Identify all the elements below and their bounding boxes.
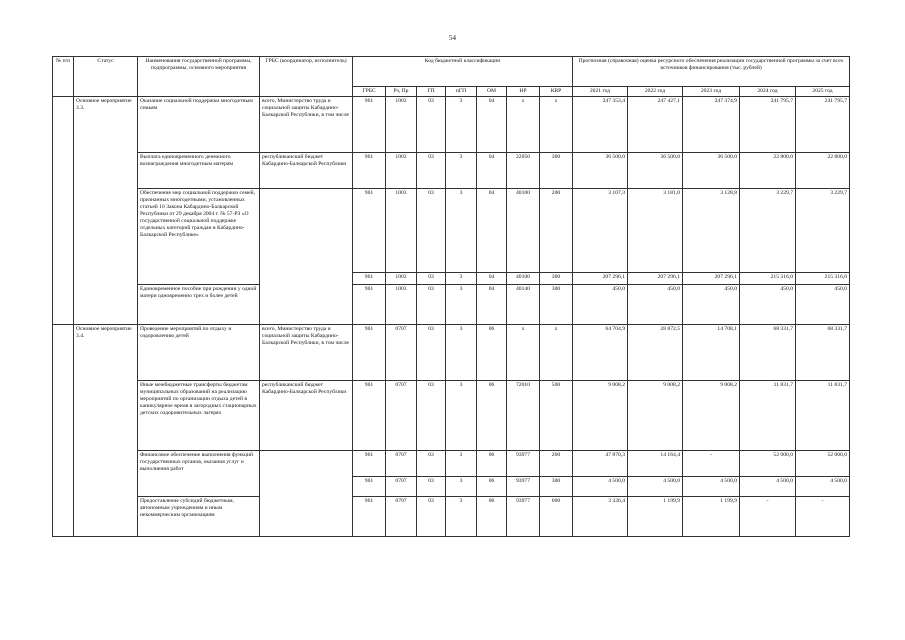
cell-grbs-code: 961 (353, 152, 386, 188)
cell-nr: 40100 (507, 188, 540, 272)
table-row (53, 324, 850, 380)
table-row (53, 450, 850, 476)
cell-2025: 3 229,7 (796, 188, 850, 272)
cell-gp: 03 (417, 188, 446, 272)
cell-kvr: 300 (540, 272, 573, 284)
cell-2021: 64 704,9 (573, 324, 628, 380)
page-number: 54 (449, 34, 456, 42)
cell-2022: 1 199,9 (628, 496, 683, 536)
row-number (53, 324, 74, 536)
row-name: Обеспечение мер социальной поддержки семей, признанных многодетными, установленных статьей 10 Закона Кабардино-Балкарской Республики от 29 декабря 2004 г. № 57-РЗ «О государственной социальной поддержке отдельных категорий граждан в Кабардино-Балкарской Республике» (138, 188, 260, 284)
row-status: Основное мероприятие 3.4. (74, 324, 138, 536)
cell-2024: 450,0 (740, 284, 796, 324)
cell-rz-pr: 0707 (386, 324, 417, 380)
cell-grbs-code: 961 (353, 96, 386, 152)
cell-om: 04 (477, 188, 507, 272)
header-grbs: ГРБС (координатор, исполнитель) (260, 57, 353, 97)
cell-2024: 241 795,7 (740, 96, 796, 152)
cell-2025: - (796, 496, 850, 536)
cell-nr: 93977 (507, 496, 540, 536)
header-sub: 2025 год (796, 87, 850, 97)
header-sub: Рз, Пр (386, 87, 417, 97)
cell-2021: 247 353,4 (573, 96, 628, 152)
header-sub: НР (507, 87, 540, 97)
table-row (53, 380, 850, 450)
cell-gp: 03 (417, 496, 446, 536)
cell-gp: 03 (417, 450, 446, 476)
table-row (53, 188, 850, 272)
cell-2025: 68 331,7 (796, 324, 850, 380)
cell-kvr: 300 (540, 476, 573, 496)
cell-nr: 22050 (507, 152, 540, 188)
cell-kvr: 200 (540, 450, 573, 476)
table-row (53, 96, 850, 152)
cell-om: 06 (477, 324, 507, 380)
cell-pgp: 3 (446, 380, 477, 450)
cell-2023: 14 708,1 (683, 324, 740, 380)
row-name: Финансовое обеспечение выполнения функций государственных органов, оказания услуг и выполнения работ (138, 450, 260, 496)
cell-2025: 52 000,0 (796, 450, 850, 476)
cell-2023: 207 296,1 (683, 272, 740, 284)
header-forecast: Прогнозная (справочная) оценка ресурсного обеспечения реализации государственной программы за счет всех источников финансирования (тыс. рублей) (573, 57, 850, 87)
cell-om: 04 (477, 272, 507, 284)
cell-om: 04 (477, 152, 507, 188)
cell-pgp: 3 (446, 450, 477, 476)
header-sub: 2021 год (573, 87, 628, 97)
cell-2024: 22 800,0 (740, 152, 796, 188)
row-grbs: республиканский бюджет Кабардино-Балкарской Республики (260, 152, 353, 188)
cell-om: 06 (477, 380, 507, 450)
cell-2022: 36 500,0 (628, 152, 683, 188)
cell-pgp: 3 (446, 188, 477, 272)
cell-grbs-code: 961 (353, 496, 386, 536)
table-row (53, 284, 850, 324)
cell-grbs-code: 961 (353, 450, 386, 476)
budget-table (52, 56, 850, 537)
cell-rz-pr: 0707 (386, 476, 417, 496)
cell-gp: 03 (417, 152, 446, 188)
header-sub: 2022 год (628, 87, 683, 97)
cell-2025: 11 831,7 (796, 380, 850, 450)
cell-grbs-code: 961 (353, 272, 386, 284)
cell-2021: 47 870,3 (573, 450, 628, 476)
cell-nr: 93977 (507, 476, 540, 496)
cell-2025: 22 800,0 (796, 152, 850, 188)
cell-nr: 72010 (507, 380, 540, 450)
table-row (53, 496, 850, 536)
cell-2021: 3 326,4 (573, 496, 628, 536)
header-sub: ГП (417, 87, 446, 97)
cell-2021: 9 008,2 (573, 380, 628, 450)
cell-2022: 9 008,2 (628, 380, 683, 450)
row-name: Оказание социальной поддержки многодетным семьям (138, 96, 260, 152)
cell-gp: 03 (417, 476, 446, 496)
cell-rz-pr: 0707 (386, 380, 417, 450)
cell-2024: 4 500,0 (740, 476, 796, 496)
cell-2023: 9 008,2 (683, 380, 740, 450)
table-row (53, 152, 850, 188)
cell-gp: 03 (417, 272, 446, 284)
cell-pgp: 3 (446, 272, 477, 284)
row-name: Предоставление субсидий бюджетным, автономным учреждениям и иным некоммерческим организациям (138, 496, 260, 536)
header-code: Код бюджетной классификации (353, 57, 573, 87)
header-sub: ОМ (477, 87, 507, 97)
cell-2025: 450,0 (796, 284, 850, 324)
cell-rz-pr: 1003 (386, 272, 417, 284)
cell-gp: 03 (417, 284, 446, 324)
cell-2024: 68 331,7 (740, 324, 796, 380)
header-row (53, 57, 850, 87)
cell-om: 04 (477, 284, 507, 324)
row-grbs: республиканский бюджет Кабардино-Балкарской Республики (260, 380, 353, 450)
cell-rz-pr: 0707 (386, 496, 417, 536)
cell-nr: 40100 (507, 272, 540, 284)
cell-pgp: 3 (446, 152, 477, 188)
cell-2022: 247 427,1 (628, 96, 683, 152)
cell-kvr: 300 (540, 284, 573, 324)
cell-nr: 40140 (507, 284, 540, 324)
cell-gp: 03 (417, 380, 446, 450)
cell-2023: - (683, 450, 740, 476)
cell-kvr: х (540, 324, 573, 380)
cell-2021: 36 500,0 (573, 152, 628, 188)
cell-grbs-code: 961 (353, 188, 386, 272)
cell-2025: 241 795,7 (796, 96, 850, 152)
header-sub: 2024 год (740, 87, 796, 97)
header-num: № п/п (53, 57, 74, 97)
cell-nr: х (507, 324, 540, 380)
header-sub: КВР (540, 87, 573, 97)
cell-2024: 3 229,7 (740, 188, 796, 272)
row-name: Выплата единовременного денежного вознаграждения многодетным матерям (138, 152, 260, 188)
cell-pgp: 3 (446, 496, 477, 536)
cell-2021: 207 296,1 (573, 272, 628, 284)
cell-om: 04 (477, 96, 507, 152)
cell-2021: 3 107,3 (573, 188, 628, 272)
cell-om: 06 (477, 496, 507, 536)
cell-2022: 3 181,0 (628, 188, 683, 272)
cell-2022: 4 500,0 (628, 476, 683, 496)
cell-2021: 4 500,0 (573, 476, 628, 496)
cell-kvr: 200 (540, 188, 573, 272)
cell-2025: 4 500,0 (796, 476, 850, 496)
cell-2022: 450,0 (628, 284, 683, 324)
cell-rz-pr: 1003 (386, 96, 417, 152)
cell-grbs-code: 961 (353, 476, 386, 496)
cell-2023: 3 128,8 (683, 188, 740, 272)
header-status: Статус (74, 57, 138, 97)
cell-rz-pr: 1003 (386, 284, 417, 324)
row-status: Основное мероприятие 3.3. (74, 96, 138, 324)
cell-rz-pr: 0707 (386, 450, 417, 476)
cell-2023: 36 500,0 (683, 152, 740, 188)
cell-nr: 93977 (507, 450, 540, 476)
cell-2024: - (740, 496, 796, 536)
cell-rz-pr: 1003 (386, 188, 417, 272)
cell-gp: 03 (417, 96, 446, 152)
cell-grbs-code: 961 (353, 284, 386, 324)
cell-2022: 207 296,1 (628, 272, 683, 284)
row-grbs (260, 450, 353, 536)
cell-2024: 215 316,0 (740, 272, 796, 284)
cell-rz-pr: 1003 (386, 152, 417, 188)
cell-nr: х (507, 96, 540, 152)
cell-gp: 03 (417, 324, 446, 380)
cell-kvr: 300 (540, 152, 573, 188)
cell-om: 06 (477, 476, 507, 496)
cell-kvr: х (540, 96, 573, 152)
cell-pgp: 3 (446, 476, 477, 496)
cell-2021: 450,0 (573, 284, 628, 324)
header-sub: пГП (446, 87, 477, 97)
row-name: Иные межбюджетные трансферты бюджетам муниципальных образований на реализацию мероприятий по организации отдыха детей в каникулярное время в загородных стационарных детских оздоровительных лагерях (138, 380, 260, 450)
cell-pgp: 3 (446, 284, 477, 324)
cell-om: 06 (477, 450, 507, 476)
row-name: Единовременное пособие при рождении у одной матери одновременно трех и более детей (138, 284, 260, 324)
cell-kvr: 600 (540, 496, 573, 536)
row-grbs (260, 188, 353, 324)
cell-2022: 14 164,4 (628, 450, 683, 476)
cell-grbs-code: 961 (353, 324, 386, 380)
row-name: Проведение мероприятий по отдыху и оздоровлению детей (138, 324, 260, 380)
header-name: Наименования государственной программы, подпрограммы, основного мероприятия (138, 57, 260, 97)
cell-2023: 1 199,9 (683, 496, 740, 536)
cell-pgp: 3 (446, 96, 477, 152)
cell-2023: 247 374,9 (683, 96, 740, 152)
cell-2023: 4 500,0 (683, 476, 740, 496)
row-grbs: всего, Министерство труда и социальной защиты Кабардино-Балкарской Республики, в том числе (260, 96, 353, 152)
cell-2022: 28 872,5 (628, 324, 683, 380)
cell-2024: 11 831,7 (740, 380, 796, 450)
header-sub: 2023 год (683, 87, 740, 97)
header-sub: ГРБС (353, 87, 386, 97)
row-grbs: всего, Министерство труда и социальной защиты Кабардино-Балкарской Республики, в том числе (260, 324, 353, 380)
row-number (53, 96, 74, 324)
cell-2023: 450,0 (683, 284, 740, 324)
cell-grbs-code: 961 (353, 380, 386, 450)
cell-2025: 215 316,0 (796, 272, 850, 284)
cell-2024: 52 000,0 (740, 450, 796, 476)
cell-kvr: 500 (540, 380, 573, 450)
cell-pgp: 3 (446, 324, 477, 380)
